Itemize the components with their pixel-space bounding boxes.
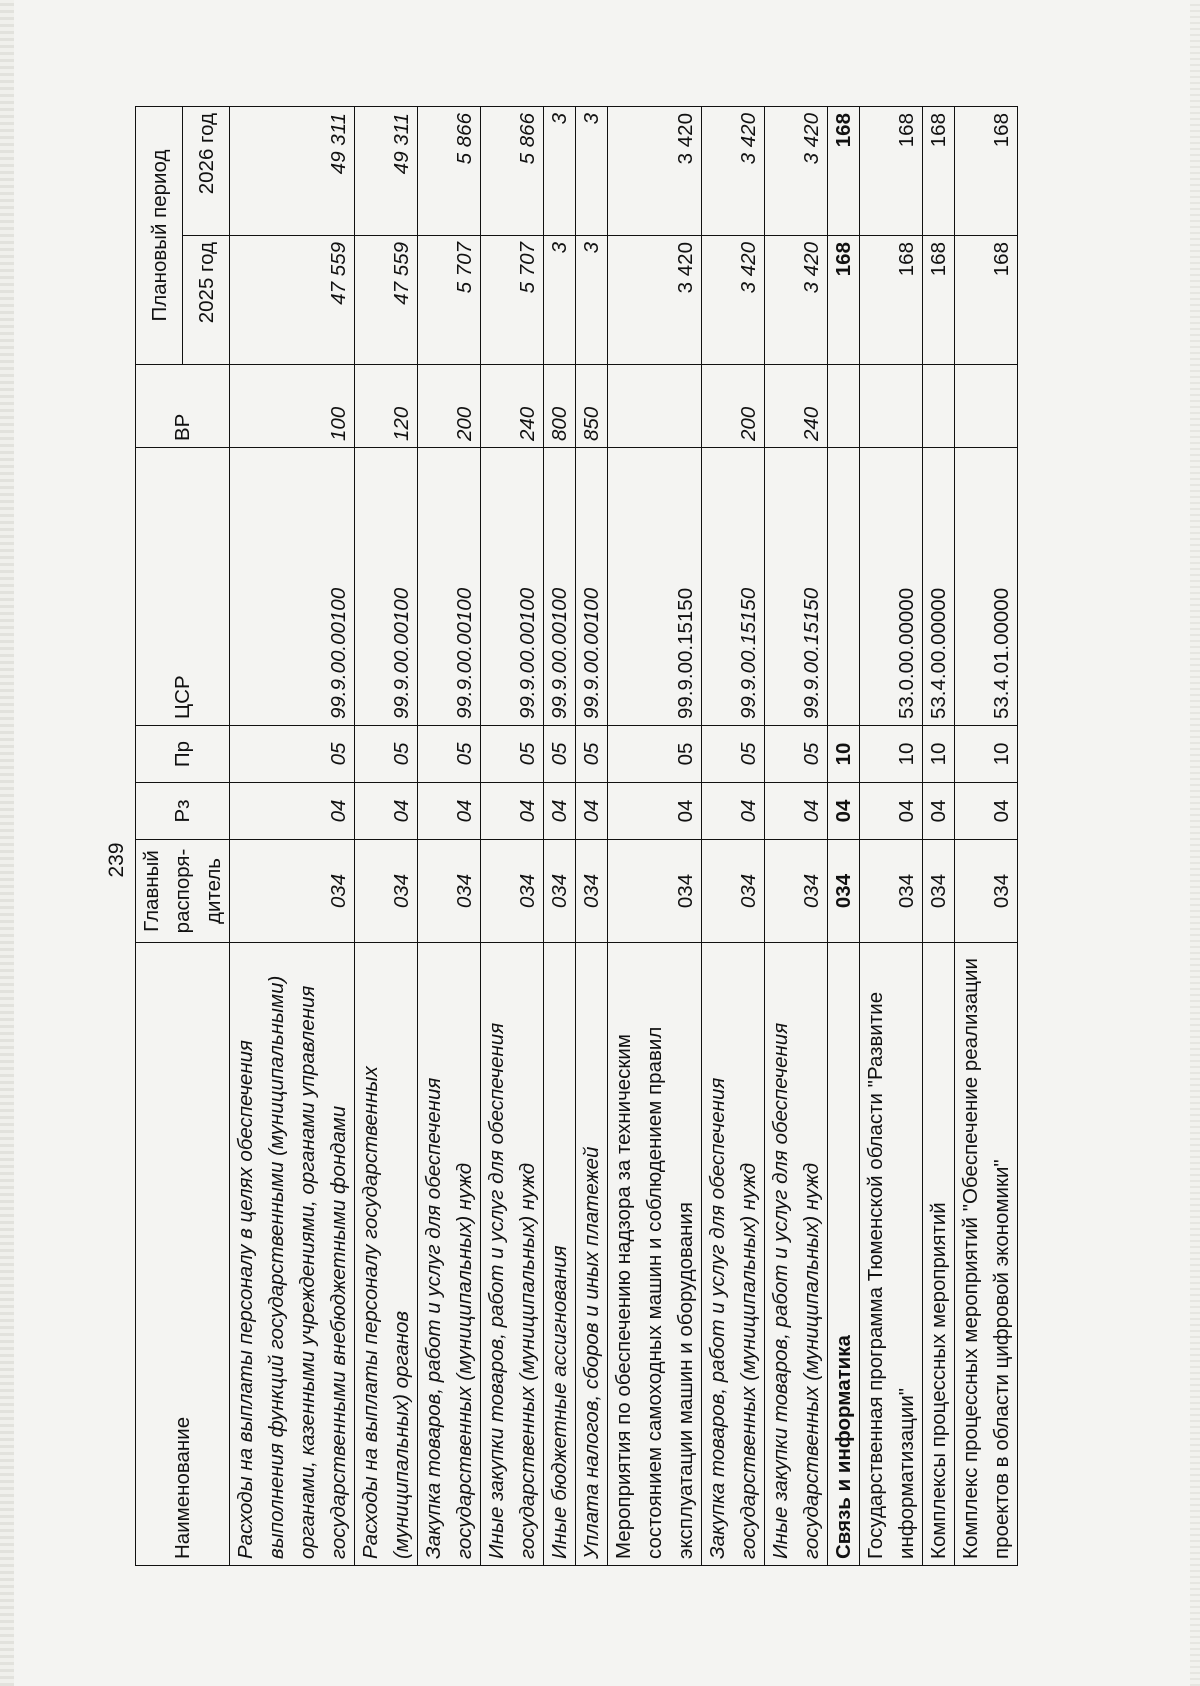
table-row	[230, 107, 355, 1566]
row-name: Расходы на выплаты персоналу в целях обеспечения выполнения функций государственными (муниципальными) органами, казенными учреждениями, органами управления государственными внебюджетными фондами	[230, 943, 355, 1566]
table-row	[576, 107, 608, 1566]
row-name: Расходы на выплаты персоналу государственных (муниципальных) органов	[355, 943, 418, 1566]
row-year-2026: 49 311	[355, 107, 418, 236]
row-main-manager: 034	[576, 840, 608, 943]
row-rz: 04	[418, 783, 481, 840]
row-rz: 04	[544, 783, 576, 840]
row-pr: 05	[481, 726, 544, 783]
row-name: Комплекс процессных мероприятий "Обеспечение реализации проектов в области цифровой экономики"	[955, 943, 1018, 1566]
budget-table-rotated	[135, 106, 1035, 1566]
table-row	[765, 107, 828, 1566]
row-main-manager: 034	[608, 840, 702, 943]
row-csr: 99.9.00.00100	[230, 448, 355, 726]
row-year-2026: 5 866	[481, 107, 544, 236]
budget-table	[135, 106, 1018, 1566]
row-year-2025: 5 707	[418, 236, 481, 365]
row-main-manager: 034	[481, 840, 544, 943]
row-rz: 04	[481, 783, 544, 840]
row-year-2026: 168	[828, 107, 860, 236]
header-pr: Пр	[136, 726, 230, 783]
row-pr: 05	[765, 726, 828, 783]
row-pr: 05	[230, 726, 355, 783]
row-name: Закупка товаров, работ и услуг для обеспечения государственных (муниципальных) нужд	[418, 943, 481, 1566]
row-year-2026: 3 420	[608, 107, 702, 236]
row-main-manager: 034	[955, 840, 1018, 943]
table-row	[702, 107, 765, 1566]
row-year-2026: 168	[923, 107, 955, 236]
row-year-2025: 47 559	[355, 236, 418, 365]
row-year-2025: 168	[828, 236, 860, 365]
row-vr	[860, 365, 923, 448]
row-rz: 04	[860, 783, 923, 840]
row-year-2025: 47 559	[230, 236, 355, 365]
row-pr: 05	[702, 726, 765, 783]
table-row	[860, 107, 923, 1566]
row-rz: 04	[230, 783, 355, 840]
header-csr: ЦСР	[136, 448, 230, 726]
row-name: Уплата налогов, сборов и иных платежей	[576, 943, 608, 1566]
row-pr: 10	[955, 726, 1018, 783]
row-year-2026: 3	[544, 107, 576, 236]
row-name: Иные бюджетные ассигнования	[544, 943, 576, 1566]
page-number: 239	[105, 842, 128, 878]
row-rz: 04	[765, 783, 828, 840]
row-rz: 04	[355, 783, 418, 840]
row-main-manager: 034	[355, 840, 418, 943]
header-year-2025: 2025 год	[183, 236, 230, 365]
row-year-2026: 3 420	[765, 107, 828, 236]
row-vr: 200	[418, 365, 481, 448]
row-year-2025: 3	[544, 236, 576, 365]
row-rz: 04	[923, 783, 955, 840]
row-year-2025: 3	[576, 236, 608, 365]
row-year-2025: 3 420	[608, 236, 702, 365]
row-name: Мероприятия по обеспечению надзора за техническим состоянием самоходных машин и соблюдением правил эксплуатации машин и оборудования	[608, 943, 702, 1566]
row-csr: 99.9.00.15150	[608, 448, 702, 726]
row-main-manager: 034	[828, 840, 860, 943]
scan-edge-right	[1190, 0, 1200, 1686]
row-csr: 99.9.00.00100	[576, 448, 608, 726]
row-year-2025: 168	[923, 236, 955, 365]
header-vr: ВР	[136, 365, 230, 448]
row-year-2026: 3 420	[702, 107, 765, 236]
row-vr: 240	[765, 365, 828, 448]
row-rz: 04	[608, 783, 702, 840]
row-year-2025: 3 420	[765, 236, 828, 365]
row-year-2025: 168	[955, 236, 1018, 365]
row-rz: 04	[702, 783, 765, 840]
row-csr	[828, 448, 860, 726]
row-year-2025: 5 707	[481, 236, 544, 365]
row-main-manager: 034	[765, 840, 828, 943]
row-csr: 99.9.00.00100	[418, 448, 481, 726]
row-name: Закупка товаров, работ и услуг для обеспечения государственных (муниципальных) нужд	[702, 943, 765, 1566]
row-pr: 05	[355, 726, 418, 783]
row-csr: 53.4.01.00000	[955, 448, 1018, 726]
row-vr	[608, 365, 702, 448]
row-main-manager: 034	[702, 840, 765, 943]
row-csr: 99.9.00.15150	[702, 448, 765, 726]
header-planned-period: Плановый период	[136, 107, 183, 365]
row-csr: 53.4.00.00000	[923, 448, 955, 726]
row-main-manager: 034	[923, 840, 955, 943]
row-csr: 99.9.00.15150	[765, 448, 828, 726]
row-rz: 04	[828, 783, 860, 840]
row-pr: 10	[860, 726, 923, 783]
row-year-2025: 3 420	[702, 236, 765, 365]
table-row	[923, 107, 955, 1566]
row-name: Связь и информатика	[828, 943, 860, 1566]
row-vr	[923, 365, 955, 448]
row-vr: 100	[230, 365, 355, 448]
row-vr: 850	[576, 365, 608, 448]
table-row	[544, 107, 576, 1566]
row-main-manager: 034	[418, 840, 481, 943]
row-vr: 200	[702, 365, 765, 448]
row-year-2025: 168	[860, 236, 923, 365]
header-year-2026: 2026 год	[183, 107, 230, 236]
row-csr: 99.9.00.00100	[544, 448, 576, 726]
row-pr: 10	[828, 726, 860, 783]
row-pr: 05	[544, 726, 576, 783]
row-year-2026: 168	[955, 107, 1018, 236]
table-row	[355, 107, 418, 1566]
header-row-1	[136, 107, 183, 1566]
table-row	[418, 107, 481, 1566]
table-body	[230, 107, 1018, 1566]
row-vr	[828, 365, 860, 448]
row-year-2026: 168	[860, 107, 923, 236]
row-name: Комплексы процессных мероприятий	[923, 943, 955, 1566]
row-pr: 10	[923, 726, 955, 783]
row-rz: 04	[576, 783, 608, 840]
header-main-manager: Главный распоря- дитель	[136, 840, 230, 943]
row-csr: 99.9.00.00100	[355, 448, 418, 726]
row-year-2026: 3	[576, 107, 608, 236]
row-pr: 05	[418, 726, 481, 783]
row-pr: 05	[608, 726, 702, 783]
row-vr	[955, 365, 1018, 448]
row-main-manager: 034	[544, 840, 576, 943]
row-year-2026: 49 311	[230, 107, 355, 236]
row-vr: 120	[355, 365, 418, 448]
row-vr: 800	[544, 365, 576, 448]
header-rz: Рз	[136, 783, 230, 840]
row-csr: 53.0.00.00000	[860, 448, 923, 726]
row-name: Иные закупки товаров, работ и услуг для обеспечения государственных (муниципальных) нужд	[765, 943, 828, 1566]
table-row	[608, 107, 702, 1566]
scan-edge-left	[0, 0, 14, 1686]
table-row	[955, 107, 1018, 1566]
row-pr: 05	[576, 726, 608, 783]
row-csr: 99.9.00.00100	[481, 448, 544, 726]
row-year-2026: 5 866	[418, 107, 481, 236]
header-name: Наименование	[136, 943, 230, 1566]
row-vr: 240	[481, 365, 544, 448]
row-name: Иные закупки товаров, работ и услуг для обеспечения государственных (муниципальных) нужд	[481, 943, 544, 1566]
table-row	[481, 107, 544, 1566]
row-main-manager: 034	[860, 840, 923, 943]
row-name: Государственная программа Тюменской области "Развитие информатизации"	[860, 943, 923, 1566]
row-rz: 04	[955, 783, 1018, 840]
table-row	[828, 107, 860, 1566]
row-main-manager: 034	[230, 840, 355, 943]
